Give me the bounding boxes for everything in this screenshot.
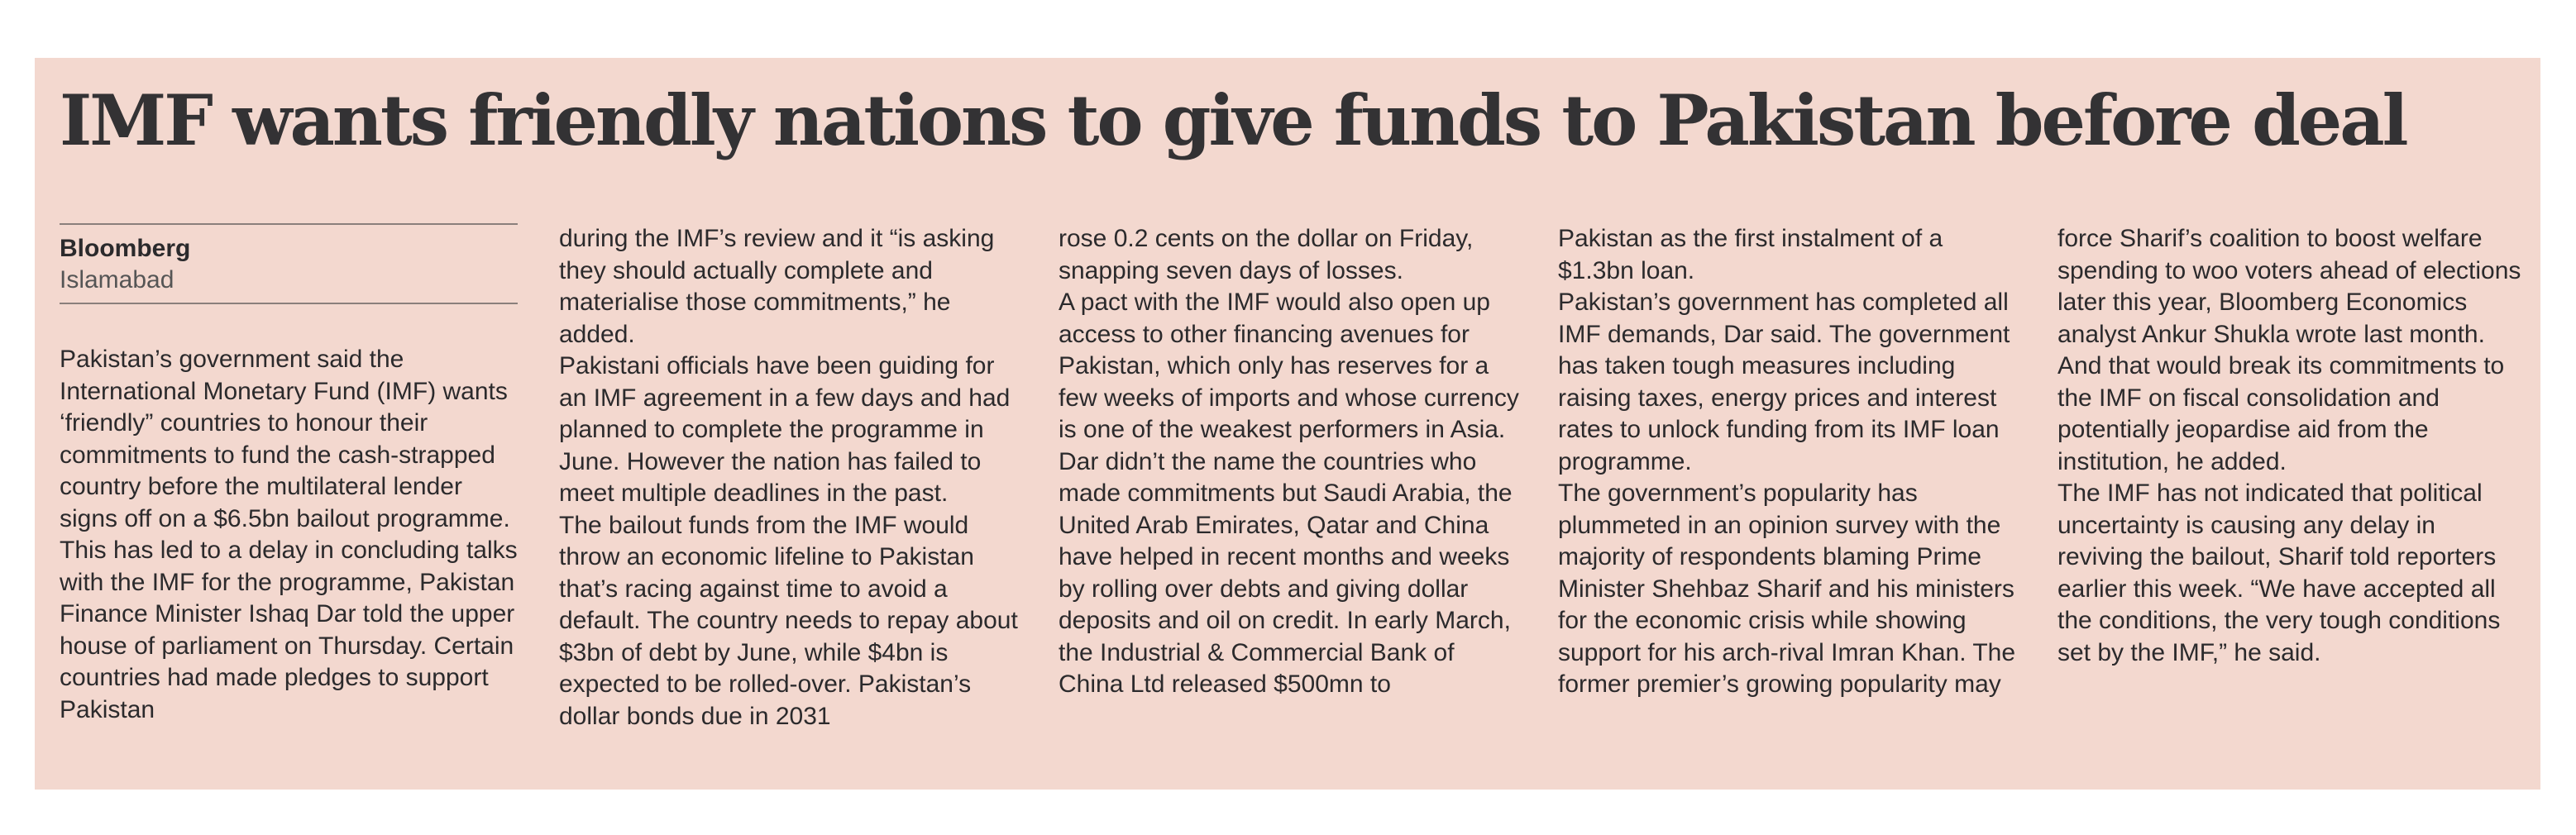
byline-source: Bloomberg: [60, 235, 191, 262]
paragraph: Pakistan’s government said the International Monetary Fund (IMF) wants ‘friendly” countries to honour their commitments to fund the cash-strapped country before the multilateral lender signs off on a $6.5bn bailout programme.: [60, 346, 510, 532]
byline: [60, 223, 518, 304]
article-column-1: [60, 223, 526, 732]
article-column-4: [1558, 223, 2024, 732]
article-column-3: [1059, 223, 1525, 732]
news-article: [35, 58, 2540, 790]
paragraph: A pact with the IMF would also open up access to other financing avenues for Pakistan, which only has reserves for a few weeks of imports and whose currency is one of the weakest performers in Asia.: [1059, 289, 1519, 443]
paragraph: force Sharif’s coalition to boost welfare spending to woo voters ahead of elections later this year, Bloomberg Economics analyst Ankur Shukla wrote last month.: [2057, 225, 2521, 348]
paragraph: Pakistani officials have been guiding for an IMF agreement in a few days and had planned to complete the programme in June. However the nation has failed to meet multiple deadlines in the past.: [559, 352, 1011, 507]
paragraph: Pakistan’s government has completed all IMF demands, Dar said. The government has taken tough measures including raising taxes, energy prices and interest rates to unlock funding from its IMF loan programme.: [1558, 289, 2010, 475]
byline-location: Islamabad: [60, 266, 174, 293]
paragraph: rose 0.2 cents on the dollar on Friday, snapping seven days of losses.: [1059, 225, 1474, 284]
paragraph: The IMF has not indicated that political uncertainty is causing any delay in reviving the bailout, Sharif told reporters earlier this week. “We have accepted all the conditions, the very tough conditions set by the IMF,” he said.: [2057, 480, 2501, 666]
paragraph: Dar didn’t the name the countries who made commitments but Saudi Arabia, the United Arab Emirates, Qatar and China have helped in recent months and weeks by rolling over debts and giving dollar deposits and oil on credit. In early March, the Industrial & Commercial Bank of China Ltd released $500mn to: [1059, 447, 1513, 698]
article-column-2: [559, 223, 1025, 732]
paragraph: The bailout funds from the IMF would throw an economic lifeline to Pakistan that’s racing against time to avoid a default. The country needs to repay about $3bn of debt by June, while $4bn is expected to be rolled-over. Pakistan’s dollar bonds due in 2031: [559, 511, 1018, 730]
article-body: [60, 223, 2524, 732]
paragraph: And that would break its commitments to the IMF on fiscal consolidation and potentially jeopardise aid from the institution, he added.: [2057, 352, 2505, 475]
paragraph: during the IMF’s review and it “is asking they should actually complete and materialise those commitments,” he added.: [559, 225, 995, 348]
paragraph: The government’s popularity has plummeted in an opinion survey with the majority of respondents blaming Prime Minister Shehbaz Sharif and his ministers for the economic crisis while showing support for his arch-rival Imran Khan. The former premier’s growing popularity may: [1558, 480, 2016, 698]
article-column-5: [2057, 223, 2524, 732]
paragraph: This has led to a delay in concluding talks with the IMF for the programme, Pakistan Finance Minister Ishaq Dar told the upper house of parliament on Thursday. Certain countries had made pledges to support Pakistan: [60, 537, 518, 723]
article-headline: IMF wants friendly nations to give funds to Pakistan before deal: [60, 79, 2406, 161]
paragraph: Pakistan as the first instalment of a $1.3bn loan.: [1558, 225, 1943, 284]
